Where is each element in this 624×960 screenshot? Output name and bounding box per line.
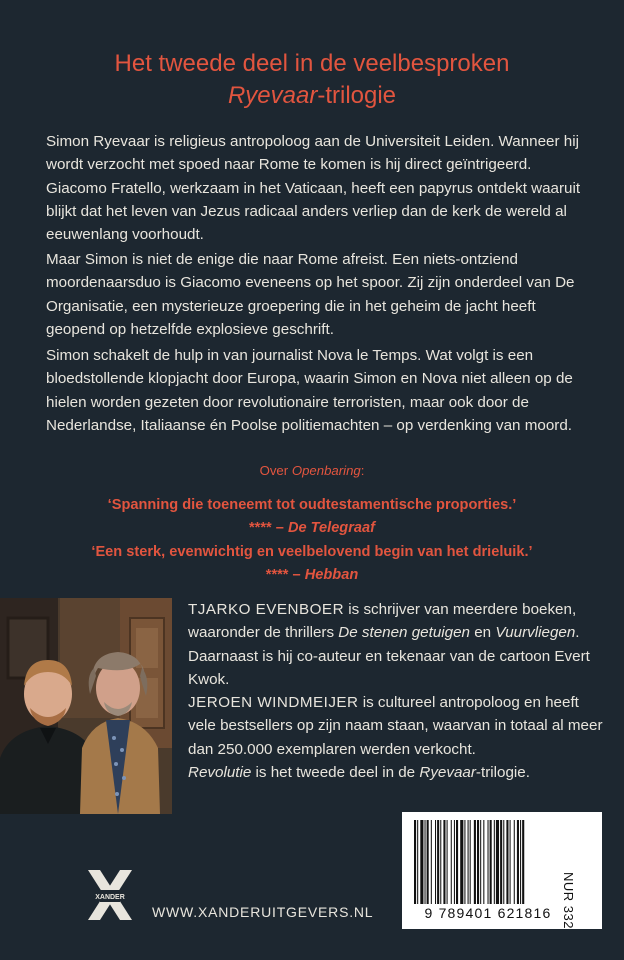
barcode-bar	[483, 820, 484, 904]
barcode-bar	[480, 820, 481, 904]
barcode-bar	[488, 820, 489, 904]
barcode-bar	[517, 820, 519, 904]
blurb-paragraph-2	[46, 248, 586, 341]
barcode-bar	[522, 820, 524, 904]
review-source: Hebban	[304, 567, 359, 583]
bio-author-2	[188, 691, 608, 761]
barcode-bar	[440, 820, 441, 904]
author-photo	[0, 598, 172, 814]
barcode-bar	[420, 820, 423, 904]
barcode-bar	[477, 820, 479, 904]
barcode-box	[402, 812, 602, 929]
bio-closing	[188, 761, 608, 784]
headline	[40, 48, 584, 112]
review-quote: ‘Een sterk, evenwichtig en veelbelovend begin van het drieluik.’	[91, 544, 533, 560]
barcode-bar	[437, 820, 439, 904]
barcode-bar	[500, 820, 502, 904]
author-1-book-1: De stenen getuigen	[338, 624, 470, 642]
barcode-bar	[514, 820, 515, 904]
barcode-bar	[460, 820, 463, 904]
publisher-logo	[86, 868, 134, 922]
barcode-bar	[443, 820, 445, 904]
reviews-label-suffix: :	[360, 463, 365, 478]
barcode-bar	[456, 820, 458, 904]
barcode-bar	[414, 820, 416, 904]
author-2-name: JEROEN WINDMEIJER	[188, 694, 359, 712]
barcode-bar	[451, 820, 452, 904]
author-1-name: TJARKO EVENBOER	[188, 601, 345, 618]
author-photo-illustration	[0, 598, 172, 814]
nur-code: NUR 332	[561, 872, 576, 929]
barcode-bar	[496, 820, 499, 904]
closing-series-name: Ryevaar	[419, 764, 476, 782]
barcode-bar	[470, 820, 471, 904]
author-2-text: is cultureel antropoloog en heeft vele bestsellers op zijn naam staan, waarvan in totaal al meer dan 250.000 exemplaren werden verkocht.	[188, 694, 603, 758]
review-quote: ‘Spanning die toeneemt tot oudtestamentische proporties.’	[107, 497, 517, 513]
review-source: De Telegraaf	[287, 520, 375, 536]
barcode-bar	[427, 820, 429, 904]
paragraph-text: Simon Ryevaar is religieus antropoloog aan de Universiteit Leiden. Wanneer hij wordt verzocht met spoed naar Rome te komen is hij direct geïntrigeerd. Giacomo Fratello, werkzaam in het Vaticaan, heeft een papyrus ontdekt waaruit blijkt dat het leven van Jezus radicaal anders verliep dan de kerk de wereld al eeuwenlang voorhoudt.	[46, 133, 581, 244]
barcode-bar	[435, 820, 436, 904]
barcode-bar	[454, 820, 455, 904]
barcode-bar	[474, 820, 476, 904]
barcode-bar	[464, 820, 465, 904]
barcode-bar	[417, 820, 418, 904]
barcode-bar	[468, 820, 469, 904]
reviews-label	[40, 462, 584, 480]
blurb-paragraph-1	[46, 130, 586, 246]
publisher-website[interactable]: WWW.XANDERUITGEVERS.NL	[152, 904, 374, 920]
paragraph-text: Simon schakelt de hulp in van journalist Nova le Temps. Wat volgt is een bloedstollende klopjacht door Europa, waarin Simon en Nova niet alleen op de hielen worden gezeten door revolutionaire terroristen, maar ook door de Nederlandse, Italiaanse én Poolse politiemachten – op verdenking van moord.	[46, 347, 573, 434]
review-source-line	[30, 564, 594, 587]
review-2	[30, 541, 594, 587]
author-1-text-b: en	[470, 624, 496, 642]
logo-word: XANDER	[95, 894, 125, 901]
bio-author-1	[188, 598, 608, 691]
closing-text-b: -trilogie.	[475, 764, 530, 782]
headline-line-2-rest: -trilogie	[317, 82, 397, 109]
reviews-label-title: Openbaring	[291, 463, 361, 478]
review-source-line	[30, 517, 594, 540]
author-1-text-c: . Daarnaast is hij co-auteur en tekenaar van de cartoon Evert Kwok.	[188, 624, 590, 688]
barcode-bar	[506, 820, 508, 904]
author-bio	[188, 598, 608, 784]
headline-line-1: Het tweede deel in de veelbesproken	[114, 50, 510, 77]
review-stars: **** –	[265, 567, 305, 583]
reviews-label-prefix: Over	[259, 463, 292, 478]
barcode-bar	[431, 820, 432, 904]
barcode-bar	[490, 820, 492, 904]
review-stars: **** –	[248, 520, 288, 536]
barcode-bars	[402, 816, 572, 906]
headline-line-2	[40, 80, 584, 112]
barcode-bar	[510, 820, 511, 904]
closing-book-title: Revolutie	[188, 764, 252, 782]
paragraph-text: Maar Simon is niet de enige die naar Rome afreist. Een niets-ontziend moordenaarsduo is Giacomo eveneens op het spoor. Zij zijn onderdeel van De Organisatie, een mysterieuze groepering die in het geheim de jacht heeft geopend op hetzelfde explosieve geschrift.	[46, 251, 575, 338]
headline-series-name: Ryevaar	[227, 82, 318, 109]
closing-text-a: is het tweede deel in de	[251, 764, 420, 782]
review-1	[30, 494, 594, 540]
barcode-bar	[447, 820, 448, 904]
barcode-bar	[494, 820, 495, 904]
isbn-number: 9 789401 621816	[424, 905, 552, 921]
barcode-bar	[520, 820, 521, 904]
author-1-book-2: Vuurvliegen	[495, 624, 576, 642]
barcode-bar	[425, 820, 426, 904]
xander-x-icon	[86, 868, 134, 922]
author-1-text-a: is schrijver van meerdere boeken, waaronder de thrillers	[188, 601, 577, 642]
barcode-bar	[503, 820, 504, 904]
blurb-paragraph-3	[46, 344, 586, 437]
